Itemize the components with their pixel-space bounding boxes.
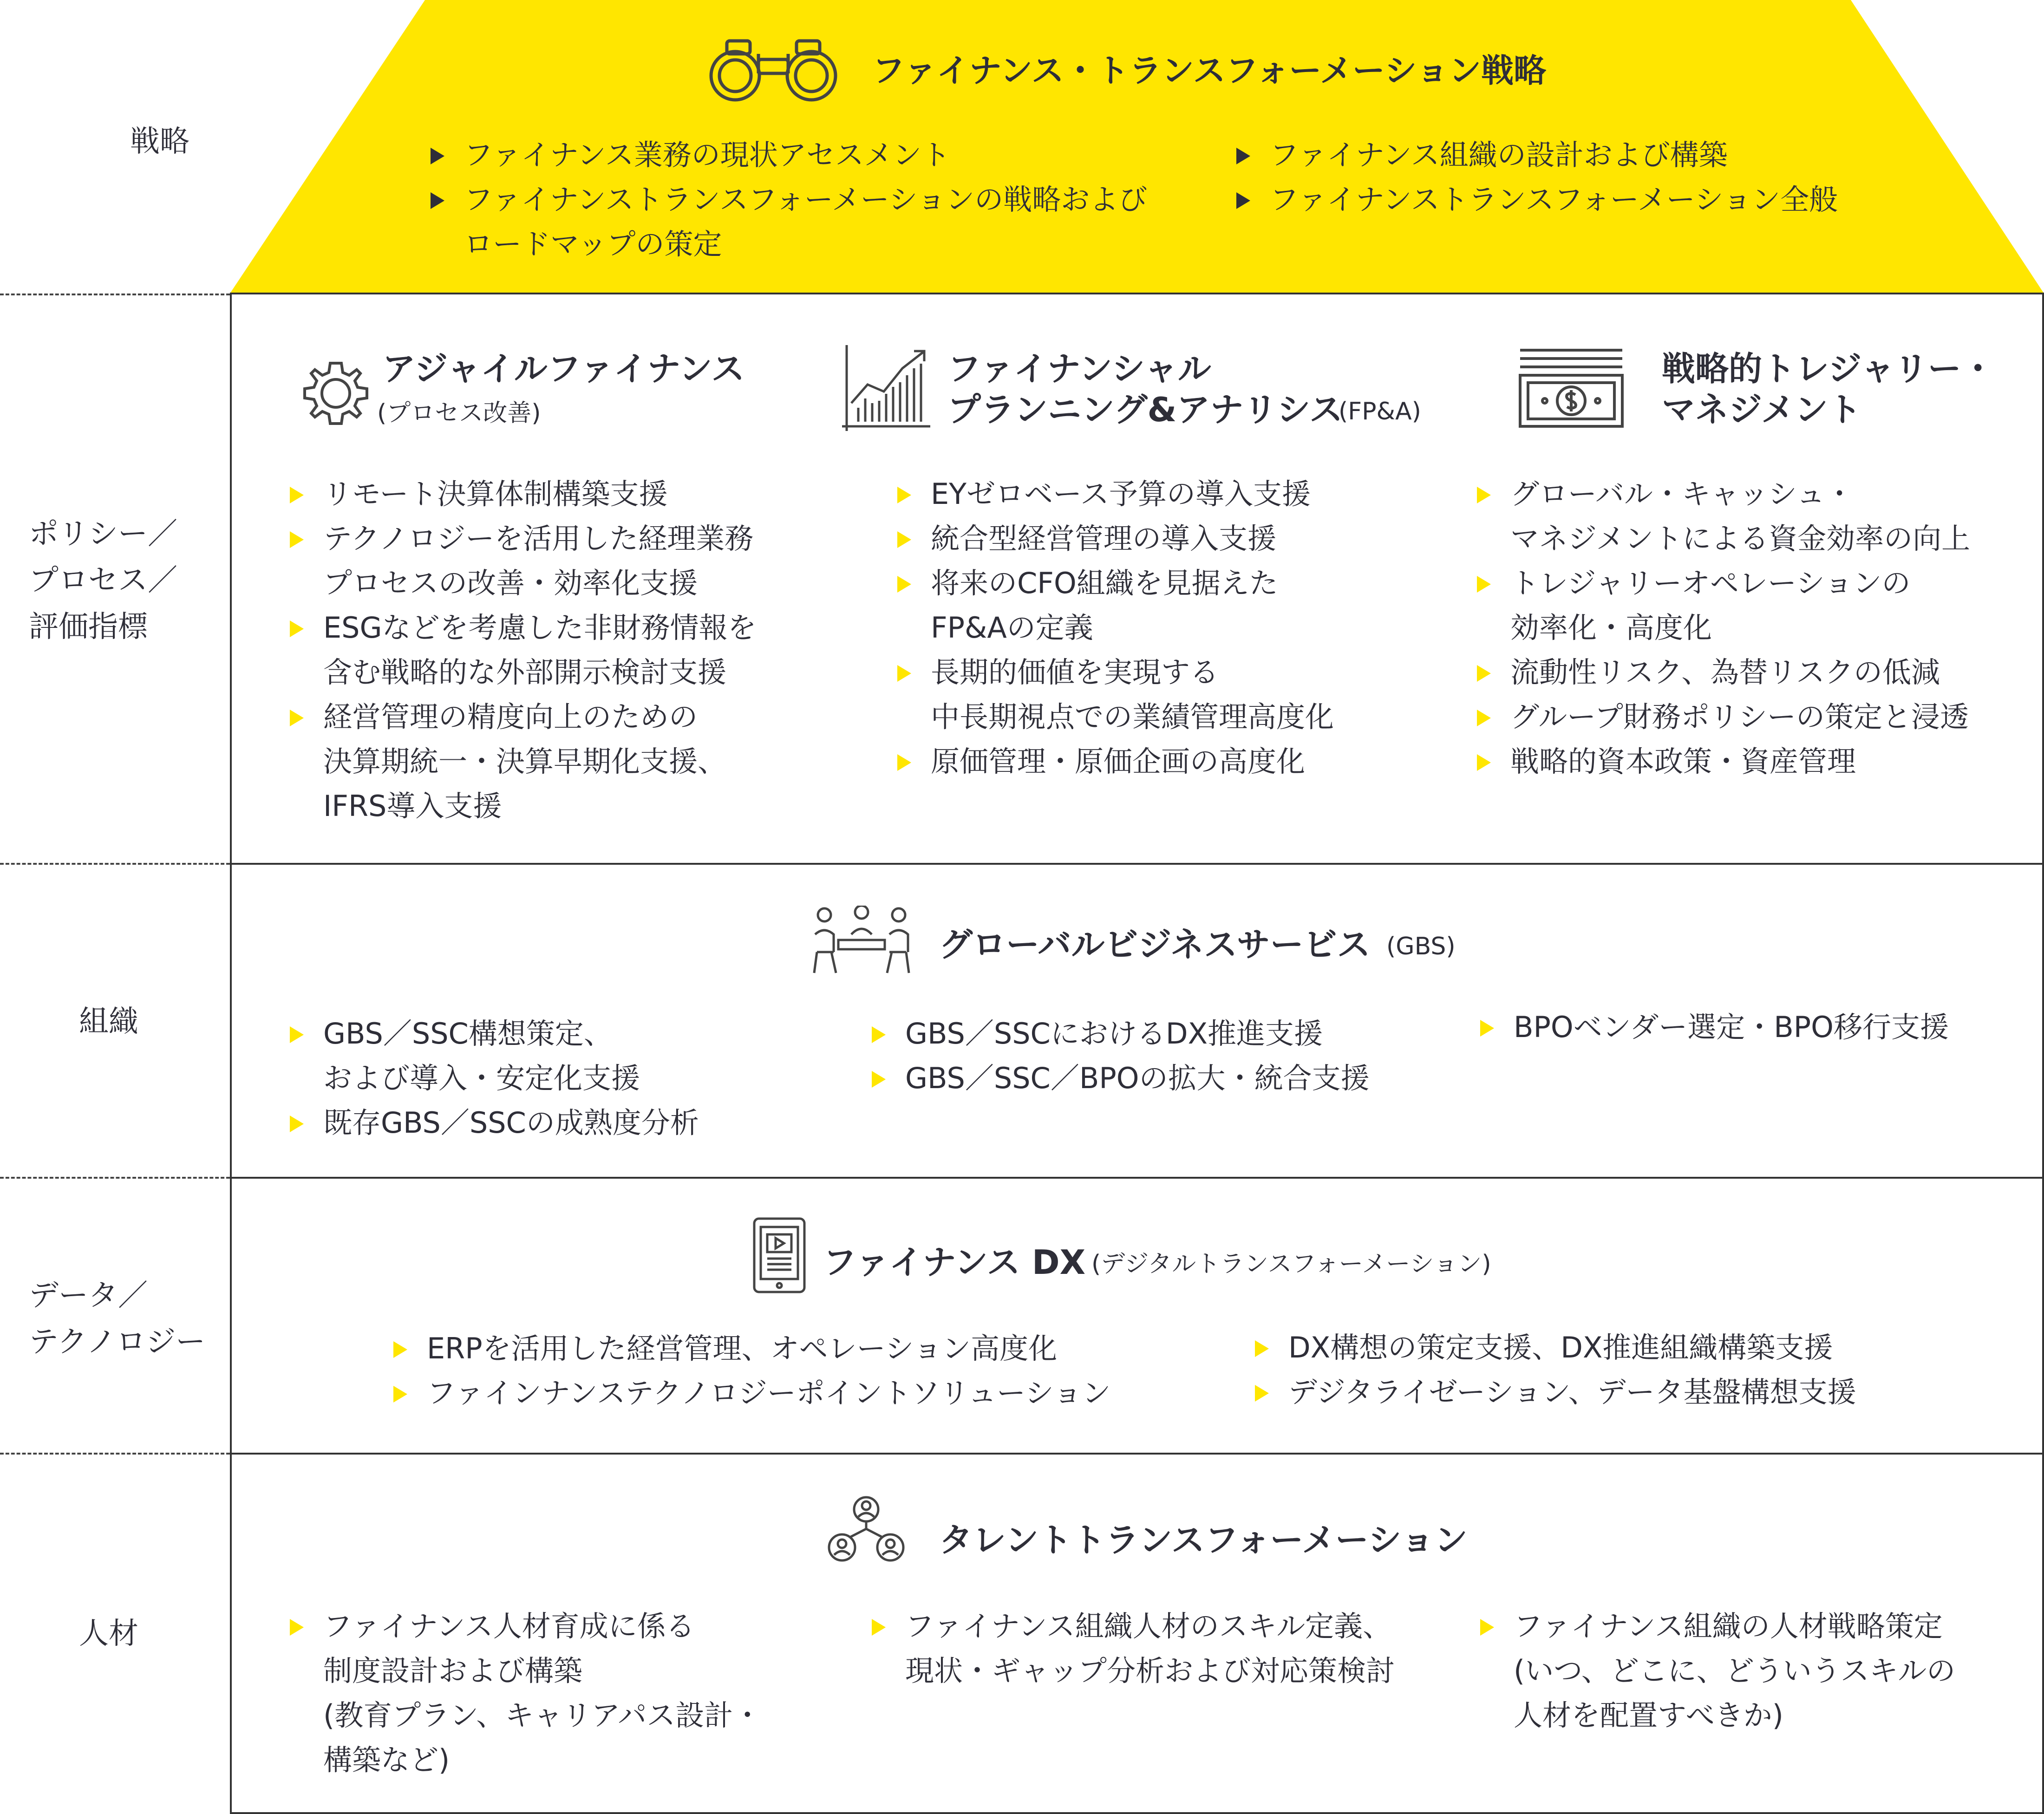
list-item: 流動性リスク、為替リスクの低減 xyxy=(1476,650,1970,695)
treasury-list xyxy=(1476,472,1970,784)
meeting-people-icon xyxy=(810,906,913,975)
tablet-video-icon xyxy=(751,1216,807,1295)
list-item: グループ財務ポリシーの策定と浸透 xyxy=(1476,695,1970,739)
agile-list xyxy=(289,472,757,829)
dx-list-1 xyxy=(392,1326,1111,1416)
talent-list-1 xyxy=(289,1604,762,1782)
list-item: ファイナンス組織の設計および構築 xyxy=(1235,133,1838,177)
list-item: 原価管理・原価企画の高度化 xyxy=(896,739,1334,784)
list-item: リモート決算体制構築支援 xyxy=(289,472,757,516)
list-item: ESGなどを考慮した非財務情報を 含む戦略的な外部開示検討支援 xyxy=(289,606,757,695)
divider xyxy=(230,1453,2044,1455)
list-item: ファインナンステクノロジーポイントソリューション xyxy=(392,1371,1111,1416)
row-divider xyxy=(0,294,230,295)
row-label-policy: ポリシー／ プロセス／ 評価指標 xyxy=(29,517,177,644)
list-item: 統合型経営管理の導入支援 xyxy=(896,516,1334,561)
dx-title: ファイナンス DX xyxy=(823,1243,1086,1282)
list-item: GBS／SSCにおけるDX推進支援 xyxy=(871,1011,1370,1056)
strategy-left-list xyxy=(430,133,1147,267)
fpa-subtitle: (FP&A) xyxy=(1339,398,1421,425)
list-item: EYゼロベース予算の導入支援 xyxy=(896,472,1334,516)
fpa-title-line1: ファイナンシャル xyxy=(947,349,1211,388)
list-item: ファイナンス人材育成に係る 制度設計および構築 (教育プラン、キャリアパス設計・ 構築など) xyxy=(289,1604,762,1782)
strategy-title: ファイナンス・トランスフォーメーション戦略 xyxy=(872,52,1547,90)
row-divider xyxy=(0,863,230,865)
list-item: ファイナンストランスフォーメーションの戦略および ロードマップの策定 xyxy=(430,177,1147,267)
binoculars-icon xyxy=(708,36,838,104)
treasury-title-line1: 戦略的トレジャリー・ xyxy=(1662,349,1995,388)
talent-list-3 xyxy=(1479,1604,1955,1738)
row-divider xyxy=(0,1453,230,1455)
row-label-talent: 人材 xyxy=(79,1617,138,1651)
banknote-icon xyxy=(1518,346,1625,429)
agile-subtitle: (プロセス改善) xyxy=(377,399,541,427)
list-item: 経営管理の精度向上のための 決算期統一・決算早期化支援、 IFRS導入支援 xyxy=(289,695,757,829)
dx-subtitle: (デジタルトランスフォーメーション) xyxy=(1091,1250,1491,1278)
gbs-list-1 xyxy=(289,1011,699,1145)
fpa-title-line2: プランニング&アナリシス xyxy=(947,390,1343,429)
talent-title: タレントトランスフォーメーション xyxy=(939,1520,1468,1560)
dx-list-2 xyxy=(1254,1325,1856,1415)
gbs-list-3 xyxy=(1479,1005,1949,1050)
talent-list-2 xyxy=(871,1604,1395,1693)
divider xyxy=(230,863,2044,865)
list-item: ファイナンス業務の現状アセスメント xyxy=(430,133,1147,177)
list-item: GBS／SSC／BPOの拡大・統合支援 xyxy=(871,1056,1370,1101)
divider xyxy=(230,1177,2044,1179)
list-item: 戦略的資本政策・資産管理 xyxy=(1476,739,1970,784)
list-item: ERPを活用した経営管理、オペレーション高度化 xyxy=(392,1326,1111,1371)
list-item: BPOベンダー選定・BPO移行支援 xyxy=(1479,1005,1949,1050)
fpa-list xyxy=(896,472,1334,784)
row-label-data-tech: データ／ テクノロジー xyxy=(29,1279,206,1359)
gbs-list-2 xyxy=(871,1011,1370,1101)
gbs-title: グローバルビジネスサービス xyxy=(939,925,1371,964)
list-item: デジタライゼーション、データ基盤構想支援 xyxy=(1254,1370,1856,1415)
list-item: DX構想の策定支援、DX推進組織構築支援 xyxy=(1254,1325,1856,1370)
row-label-strategy: 戦略 xyxy=(130,124,189,159)
list-item: ファイナンス組織人材のスキル定義、 現状・ギャップ分析および対応策検討 xyxy=(871,1604,1395,1693)
list-item: 将来のCFO組織を見据えた FP&Aの定義 xyxy=(896,561,1334,650)
gbs-subtitle: (GBS) xyxy=(1386,933,1456,960)
treasury-title-line2: マネジメント xyxy=(1662,390,1861,429)
list-item: ファイナンス組織の人材戦略策定 (いつ、どこに、どういうスキルの 人材を配置すべきか) xyxy=(1479,1604,1955,1738)
list-item: ファイナンストランスフォーメーション全般 xyxy=(1235,177,1838,222)
gear-icon xyxy=(301,359,371,428)
growth-chart-icon xyxy=(840,343,930,433)
list-item: グローバル・キャッシュ・ マネジメントによる資金効率の向上 xyxy=(1476,472,1970,561)
list-item: トレジャリーオペレーションの 効率化・高度化 xyxy=(1476,561,1970,650)
row-label-organization: 組織 xyxy=(79,1005,138,1039)
list-item: 長期的価値を実現する 中長期視点での業績管理高度化 xyxy=(896,650,1334,739)
row-divider xyxy=(0,1177,230,1179)
list-item: GBS／SSC構想策定、 および導入・安定化支援 xyxy=(289,1011,699,1101)
strategy-right-list xyxy=(1235,133,1838,222)
people-network-icon xyxy=(827,1495,906,1565)
agile-title: アジャイルファイナンス xyxy=(382,349,745,388)
list-item: 既存GBS／SSCの成熟度分析 xyxy=(289,1101,699,1145)
list-item: テクノロジーを活用した経理業務 プロセスの改善・効率化支援 xyxy=(289,516,757,606)
